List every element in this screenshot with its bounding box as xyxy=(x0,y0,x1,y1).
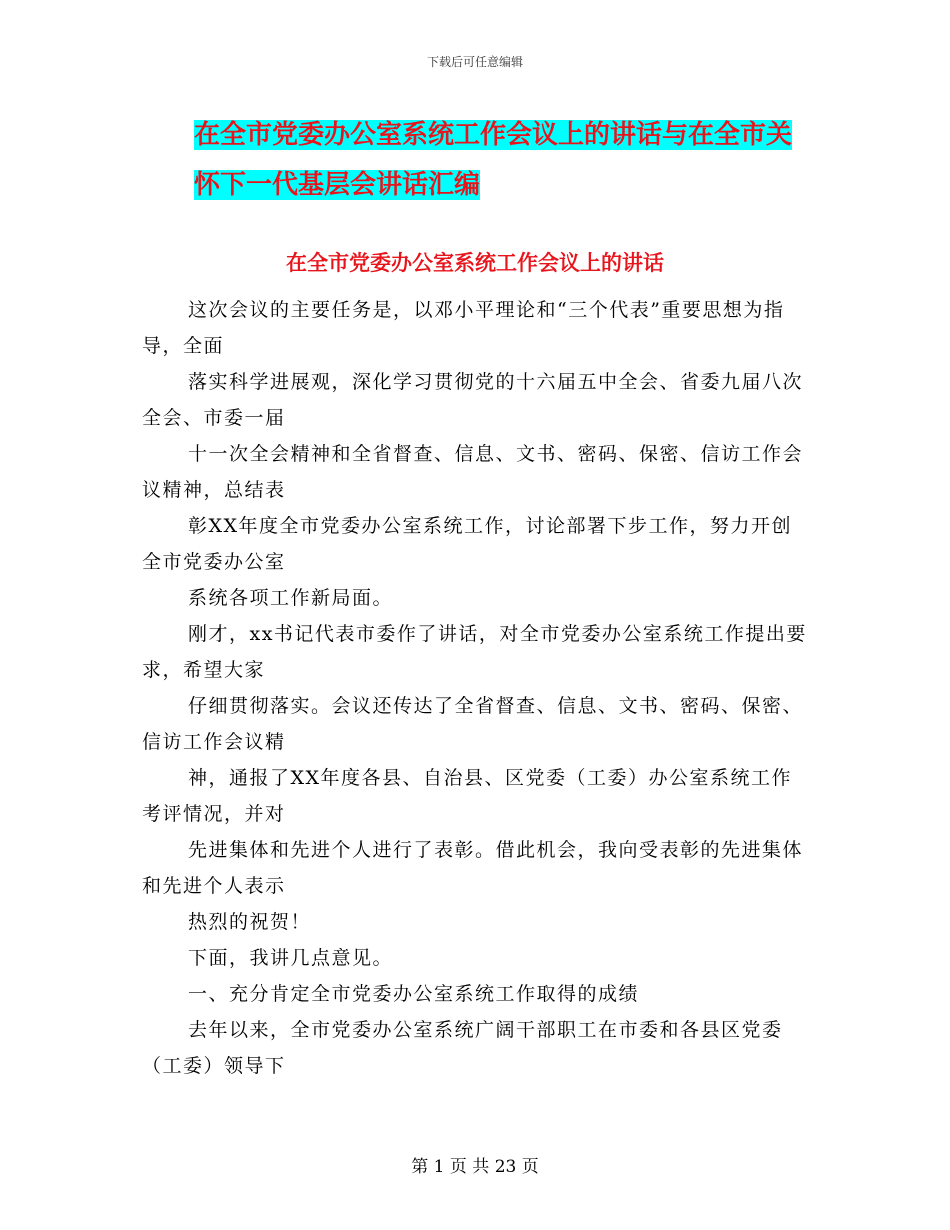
paragraph: 落实科学进展观，深化学习贯彻党的十六届五中全会、省委九届八次全会、市委一届 xyxy=(142,371,804,429)
paragraph: 彰XX年度全市党委办公室系统工作，讨论部署下步工作，努力开创全市党委办公室 xyxy=(142,515,793,573)
page-footer: 第 1 页 共 23 页 xyxy=(411,1157,539,1177)
paragraph: 这次会议的主要任务是，以邓小平理论和“三个代表”重要思想为指导，全面 xyxy=(142,299,785,357)
title-line-2 xyxy=(140,160,810,210)
paragraph: 先进集体和先进个人进行了表彰。借此机会，我向受表彰的先进集体和先进个人表示 xyxy=(142,839,804,897)
paragraph: 仔细贯彻落实。会议还传达了全省督查、信息、文书、密码、保密、信访工作会议精 xyxy=(142,695,804,753)
document-title xyxy=(140,110,810,210)
paragraph: 下面，我讲几点意见。 xyxy=(188,947,394,969)
header-note: 下载后可任意编辑 xyxy=(426,55,523,69)
title-line-2-text: 怀下一代基层会讲话汇编 xyxy=(194,170,481,200)
section-title: 在全市党委办公室系统工作会议上的讲话 xyxy=(286,251,664,275)
title-line-1 xyxy=(140,110,810,160)
paragraph: 十一次全会精神和全省督查、信息、文书、密码、保密、信访工作会议精神，总结表 xyxy=(142,443,804,501)
paragraph: 系统各项工作新局面。 xyxy=(188,587,394,609)
paragraph: 一、充分肯定全市党委办公室系统工作取得的成绩 xyxy=(188,983,640,1005)
paragraph: 刚才，xx书记代表市委作了讲话，对全市党委办公室系统工作提出要求，希望大家 xyxy=(142,623,807,681)
body-text xyxy=(142,292,812,1084)
paragraph: 去年以来，全市党委办公室系统广阔干部职工在市委和各县区党委（工委）领导下 xyxy=(142,1019,783,1077)
paragraph: 神，通报了XX年度各县、自治县、区党委（工委）办公室系统工作考评情况，并对 xyxy=(142,767,793,825)
title-line-1-text: 在全市党委办公室系统工作会议上的讲话与在全市关 xyxy=(194,120,793,150)
paragraph: 热烈的祝贺！ xyxy=(188,911,312,933)
